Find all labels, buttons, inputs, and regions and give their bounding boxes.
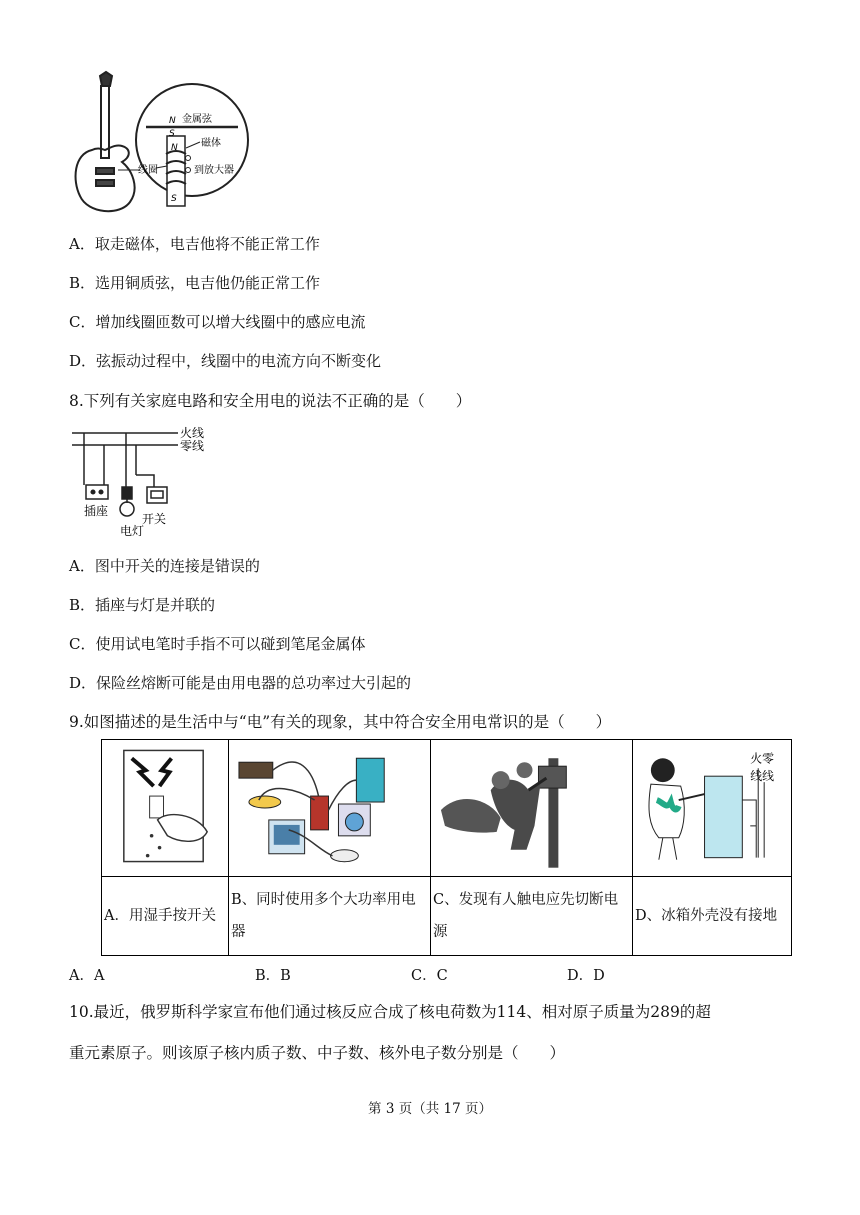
label-n-magnet: N	[171, 143, 178, 153]
fridge-no-ground-illustration	[633, 740, 791, 872]
q9-pic-b	[229, 740, 431, 877]
q8-option-a: A．图中开关的连接是错误的	[69, 557, 260, 575]
q10-line-2: 重元素原子。则该原子核内质子数、中子数、核外电子数分别是（ ）	[69, 1044, 566, 1062]
many-appliances-illustration	[229, 740, 430, 872]
q8-option-b: B．插座与灯是并联的	[69, 596, 216, 614]
q9-answer-d: D．D	[567, 968, 605, 984]
q8-option-c: C．使用试电笔时手指不可以碰到笔尾金属体	[69, 635, 366, 653]
q9-pic-d	[633, 740, 792, 877]
label-n-top: N	[169, 116, 176, 126]
rescue-electric-shock-illustration	[431, 740, 632, 872]
label-coil: 线圈	[138, 165, 158, 176]
q10-line-1: 10.最近，俄罗斯科学家宣布他们通过核反应合成了核电荷数为114、相对原子质量为289的超	[69, 1003, 711, 1021]
label-live-neutral: 火零	[750, 751, 775, 766]
label-magnet: 磁体	[201, 138, 221, 149]
label-wire: 线线	[750, 769, 775, 784]
q8-option-d: D．保险丝熔断可能是由用电器的总功率过大引起的	[69, 674, 412, 692]
wet-hand-switch-illustration	[102, 740, 228, 872]
q9-answer-a: A．A	[69, 968, 105, 984]
household-circuit-figure	[70, 423, 210, 543]
q9-option-a-cell: A．用湿手按开关	[102, 877, 229, 956]
q7-option-b: B．选用铜质弦，电吉他仍能正常工作	[69, 274, 321, 292]
label-live-wire: 火线	[180, 426, 205, 440]
label-amp: 到放大器	[194, 165, 234, 176]
label-socket: 插座	[84, 504, 109, 518]
q9-answer-b: B．B	[255, 968, 291, 984]
q9-option-b-cell: B、同时使用多个大功率用电器	[229, 877, 431, 956]
guitar-pickup-figure	[70, 70, 250, 220]
page-footer: 第 3 页（共 17 页）	[368, 1101, 492, 1117]
label-string: 金属弦	[182, 114, 212, 125]
q9-option-c-cell: C、发现有人触电应先切断电源	[431, 877, 633, 956]
q9-pic-c	[431, 740, 633, 877]
label-s-magnet: S	[171, 194, 177, 204]
q7-option-a: A．取走磁体，电吉他将不能正常工作	[69, 235, 320, 253]
label-s-top: S	[169, 129, 175, 139]
q9-options-table	[101, 739, 792, 956]
q9-stem: 9.如图描述的是生活中与“电”有关的现象，其中符合安全用电常识的是（ ）	[69, 713, 612, 731]
q7-option-d: D．弦振动过程中，线圈中的电流方向不断变化	[69, 352, 382, 370]
q8-stem: 8.下列有关家庭电路和安全用电的说法不正确的是（ ）	[69, 392, 472, 410]
label-lamp: 电灯	[120, 524, 145, 538]
q9-option-d-cell: D、冰箱外壳没有接地	[633, 877, 792, 956]
label-switch: 开关	[142, 512, 167, 526]
q7-option-c: C．增加线圈匝数可以增大线圈中的感应电流	[69, 313, 366, 331]
q9-answer-c: C．C	[411, 968, 448, 984]
label-neutral-wire: 零线	[180, 439, 205, 453]
q9-pic-a	[102, 740, 229, 877]
